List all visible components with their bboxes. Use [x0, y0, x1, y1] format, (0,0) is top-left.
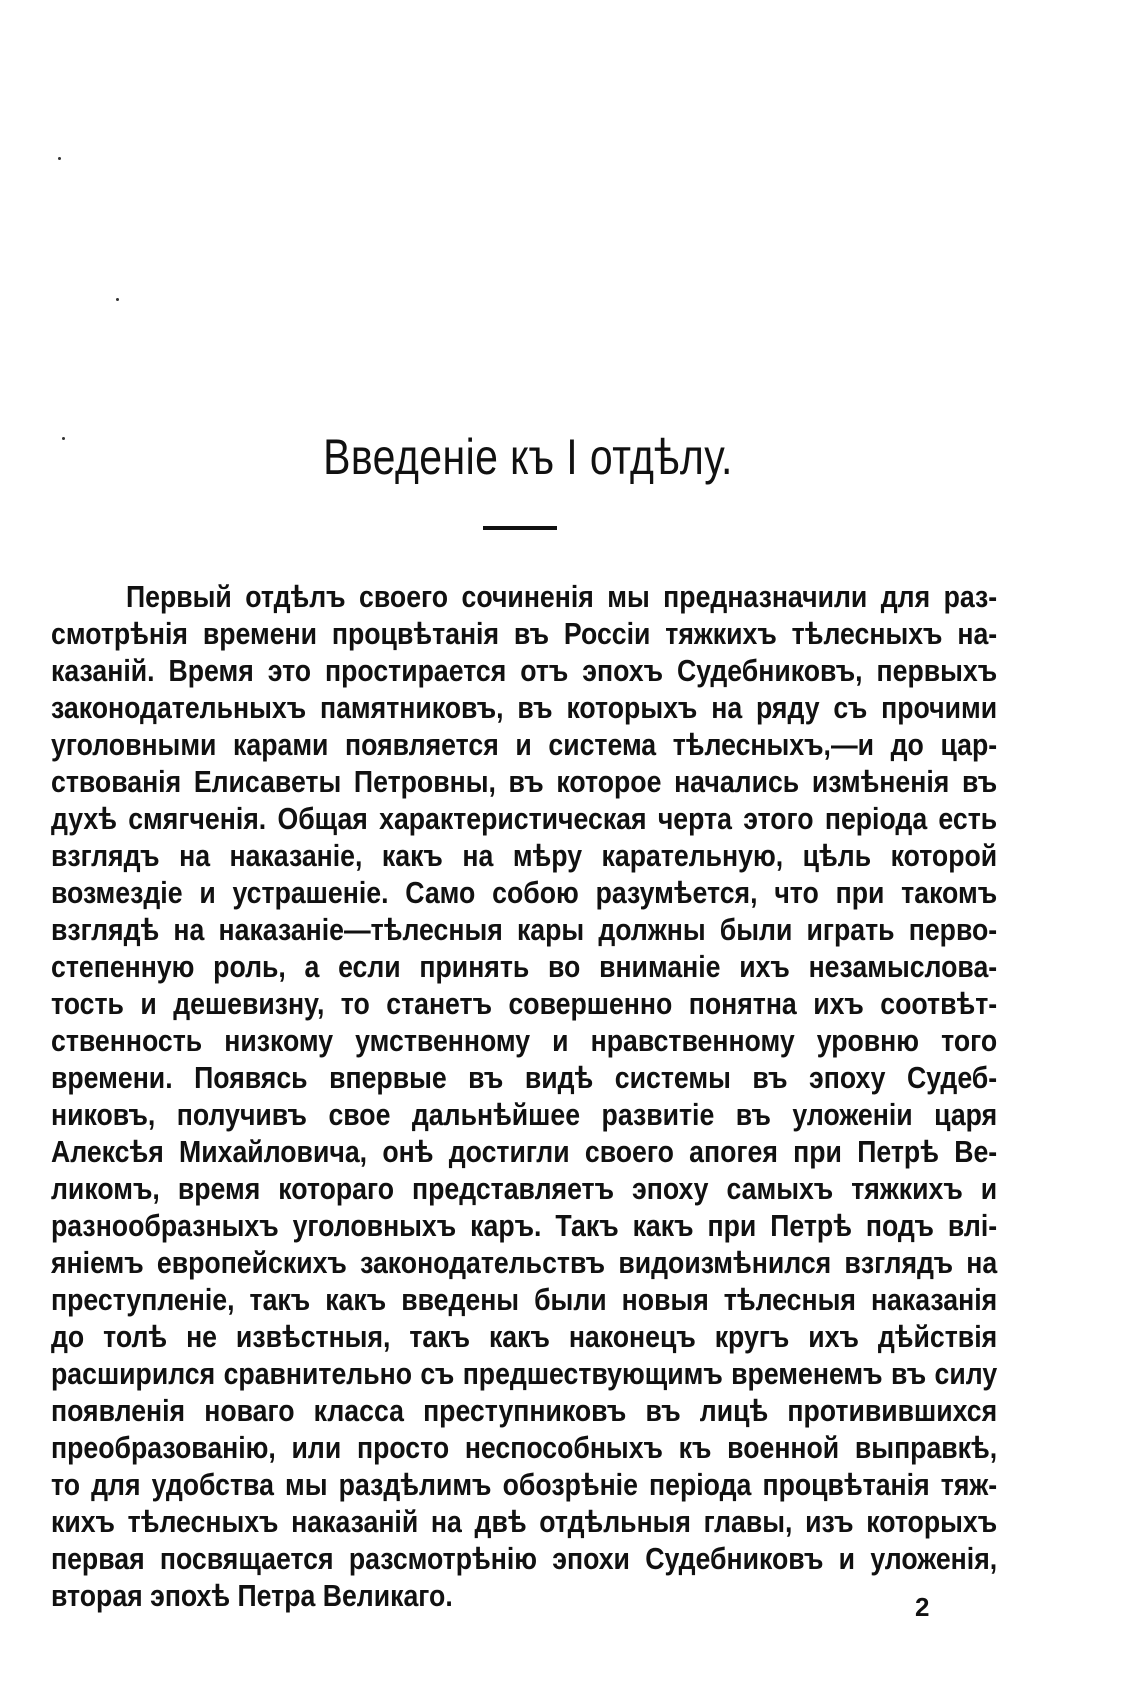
introduction-paragraph	[51, 578, 997, 1614]
paper-speck	[58, 157, 61, 160]
section-title: Введеніе къ I отдѣлу.	[323, 429, 733, 485]
paragraph-line	[51, 1429, 997, 1466]
paragraph-line	[51, 874, 997, 911]
paragraph-line	[51, 763, 997, 800]
paragraph-line-text: уголовными карами появляется и система тѣлесныхъ,—и до цар-	[51, 727, 998, 762]
paragraph-line-text: ствованія Елисаветы Петровны, въ которое начались измѣненія въ	[51, 764, 998, 799]
paragraph-line-text: духѣ смягченія. Общая характеристическая черта этого періода есть	[51, 801, 998, 836]
paragraph-line-text: преобразованію, или просто неспособныхъ къ военной выправкѣ,	[51, 1430, 998, 1465]
paragraph-line-text: смотрѣнія времени процвѣтанія въ Россіи тяжкихъ тѣлесныхъ на-	[51, 616, 998, 651]
paragraph-line-text: ственность низкому умственному и нравственному уровню того	[51, 1023, 998, 1058]
paragraph-line-text: казаній. Время это простирается отъ эпохъ Судебниковъ, первыхъ	[51, 653, 998, 688]
paragraph-line	[51, 726, 997, 763]
paragraph-line-text: яніемъ европейскихъ законодательствъ видоизмѣнился взглядъ на	[51, 1245, 998, 1280]
paragraph-line	[51, 1022, 997, 1059]
paragraph-line-text: Первый отдѣлъ своего сочиненія мы предназначили для раз-	[126, 579, 998, 614]
page-number: 2	[915, 1592, 930, 1622]
paragraph-line-text: ликомъ, время котораго представляетъ эпоху самыхъ тяжкихъ и	[51, 1171, 998, 1206]
paragraph-line-text: кихъ тѣлесныхъ наказаній на двѣ отдѣльныя главы, изъ которыхъ	[51, 1504, 998, 1539]
paragraph-line	[51, 1392, 997, 1429]
paragraph-line	[51, 800, 997, 837]
paragraph-line-text: взглядъ на наказаніе, какъ на мѣру карательную, цѣль которой	[51, 838, 998, 873]
paragraph-line	[51, 1577, 997, 1614]
paragraph-line-text: степенную роль, а если принять во вниманіе ихъ незамыслова-	[51, 949, 998, 984]
paragraph-line	[51, 948, 997, 985]
paragraph-line-text: никовъ, получивъ свое дальнѣйшее развитіе въ уложеніи царя	[51, 1097, 998, 1132]
paragraph-line	[51, 615, 997, 652]
paragraph-line-text: законодательныхъ памятниковъ, въ которыхъ на ряду съ прочими	[51, 690, 998, 725]
title-divider	[483, 526, 557, 530]
paragraph-line	[51, 1355, 997, 1392]
paragraph-line-text: возмездіе и устрашеніе. Само собою разумѣется, что при такомъ	[51, 875, 998, 910]
paragraph-line	[51, 911, 997, 948]
paragraph-line	[51, 1466, 997, 1503]
paragraph-line-text: взглядѣ на наказаніе—тѣлесныя кары должны были играть перво-	[51, 912, 998, 947]
paragraph-line	[51, 1207, 997, 1244]
paragraph-line	[51, 1244, 997, 1281]
paragraph-line	[51, 837, 997, 874]
paragraph-line	[51, 1133, 997, 1170]
paragraph-line-text: появленія новаго класса преступниковъ въ лицѣ противившихся	[51, 1393, 998, 1428]
paragraph-line-text: до толѣ не извѣстныя, такъ какъ наконецъ кругъ ихъ дѣйствія	[51, 1319, 998, 1354]
paragraph-line-text: то для удобства мы раздѣлимъ обозрѣніе періода процвѣтанія тяж-	[51, 1467, 998, 1502]
paragraph-line	[51, 1096, 997, 1133]
paragraph-line	[51, 1281, 997, 1318]
paragraph-line-text: расширился сравнительно съ предшествующимъ временемъ въ силу	[51, 1356, 998, 1391]
paragraph-line-text: разнообразныхъ уголовныхъ каръ. Такъ какъ при Петрѣ подъ влі-	[51, 1208, 998, 1243]
paper-speck	[116, 298, 119, 301]
paragraph-line	[51, 578, 997, 615]
paragraph-line-text: преступленіе, такъ какъ введены были новыя тѣлесныя наказанія	[51, 1282, 998, 1317]
paragraph-line	[51, 652, 997, 689]
paragraph-line	[51, 1059, 997, 1096]
paragraph-line	[51, 1503, 997, 1540]
paragraph-line-text: Алексѣя Михайловича, онѣ достигли своего апогея при Петрѣ Ве-	[51, 1134, 998, 1169]
paragraph-line	[51, 985, 997, 1022]
paragraph-line	[51, 1170, 997, 1207]
paragraph-line-text: времени. Появясь впервые въ видѣ системы въ эпоху Судеб-	[51, 1060, 998, 1095]
paragraph-line-text: вторая эпохѣ Петра Великаго.	[51, 1578, 453, 1613]
paragraph-line	[51, 1540, 997, 1577]
paragraph-line-text: тость и дешевизну, то станетъ совершенно понятна ихъ соотвѣт-	[51, 986, 998, 1021]
paragraph-line	[51, 1318, 997, 1355]
paragraph-line	[51, 689, 997, 726]
paper-speck	[62, 437, 65, 440]
paragraph-line-text: первая посвящается разсмотрѣнію эпохи Судебниковъ и уложенія,	[51, 1541, 998, 1576]
